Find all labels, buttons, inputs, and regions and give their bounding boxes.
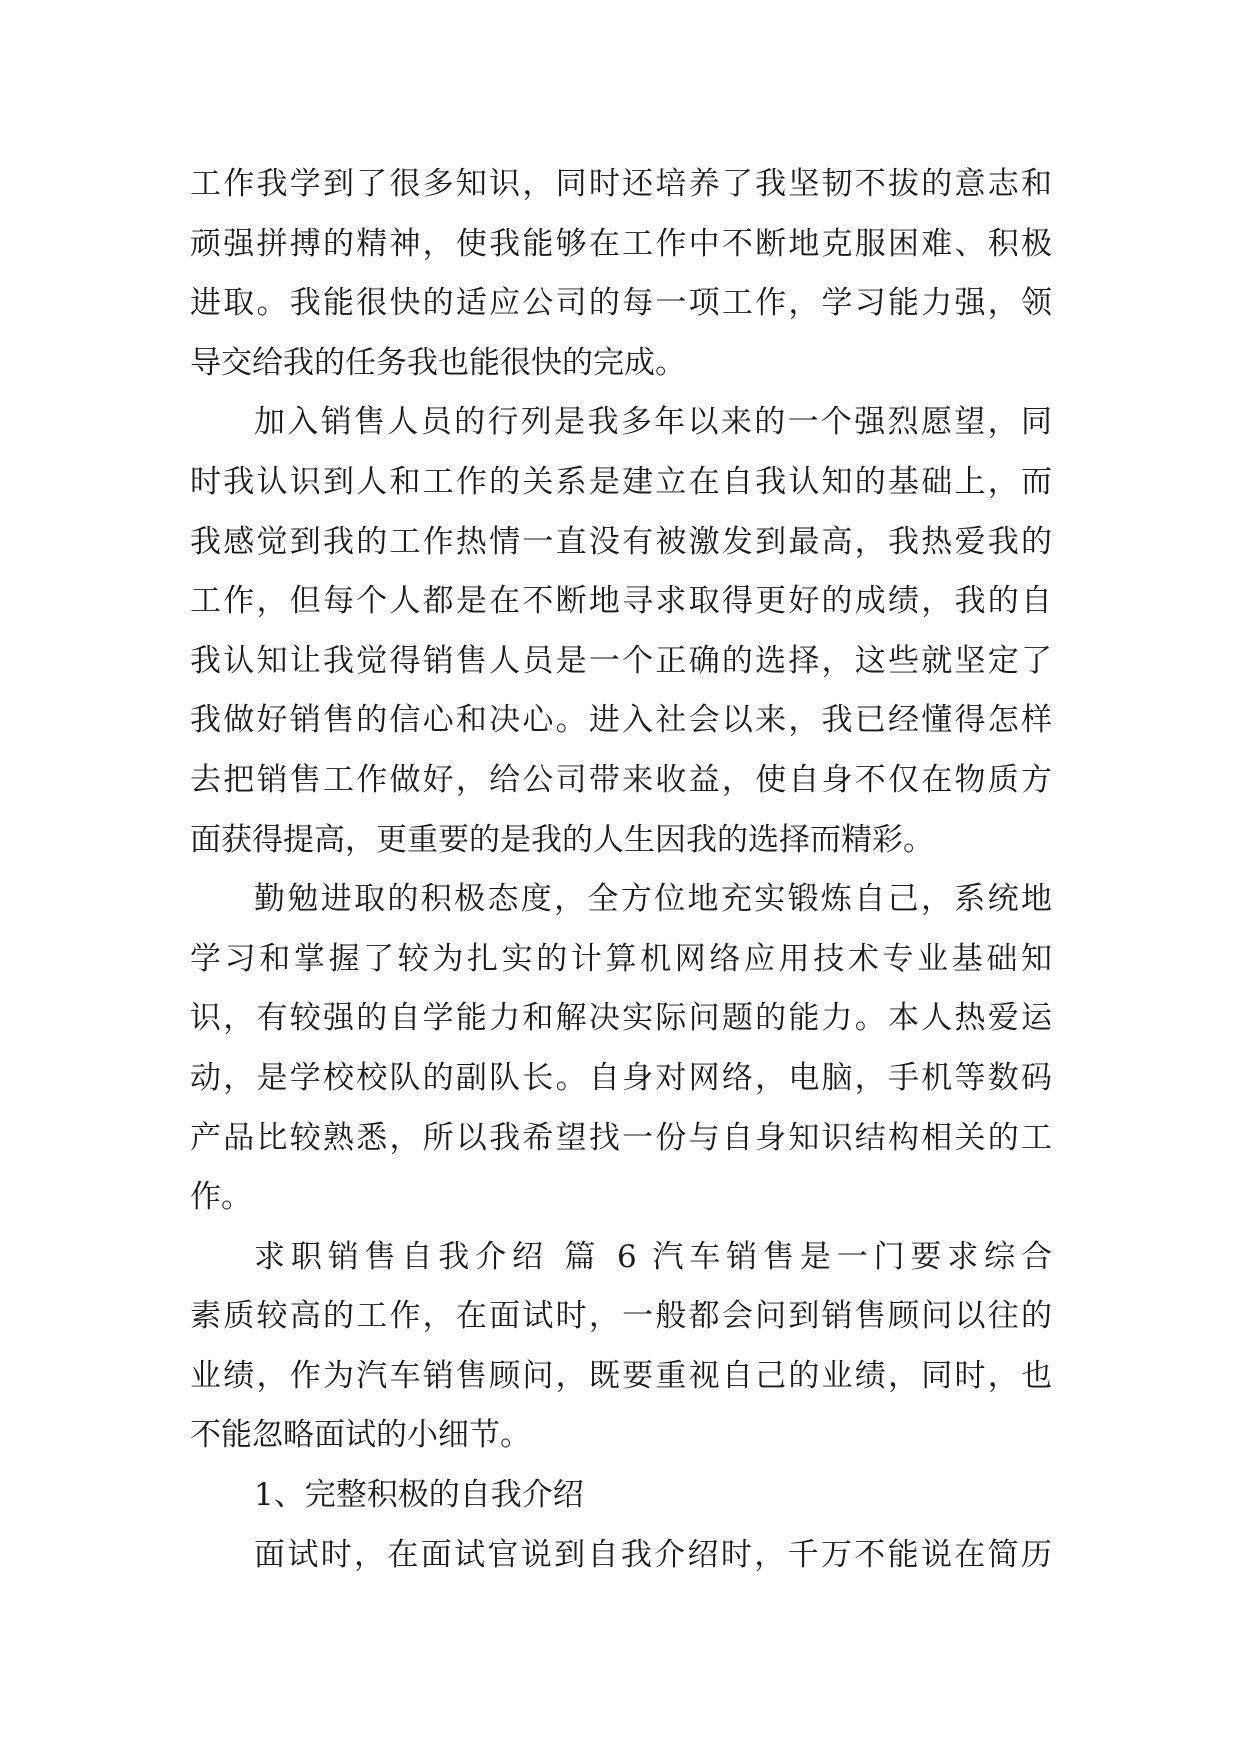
text-line: 面试时，在面试官说到自我介绍时，千万不能说在简历 <box>254 1536 1052 1573</box>
text-line: 工作，但每个人都是在不断地寻求取得更好的成绩，我的自 <box>190 583 1052 620</box>
text-line: 导交给我的任务我也能很快的完成。 <box>190 344 686 381</box>
text-line: 素质较高的工作，在面试时，一般都会问到销售顾问以往的 <box>190 1298 1052 1335</box>
text-line: 产品比较熟悉，所以我希望找一份与自身知识结构相关的工 <box>190 1119 1052 1156</box>
text-line: 我做好销售的信心和决心。进入社会以来，我已经懂得怎样 <box>190 702 1052 739</box>
text-line: 顽强拼搏的精神，使我能够在工作中不断地克服困难、积极 <box>190 225 1052 262</box>
text-line: 去把销售工作做好，给公司带来收益，使自身不仅在物质方 <box>190 761 1052 798</box>
text-line: 进取。我能很快的适应公司的每一项工作，学习能力强，领 <box>190 285 1052 322</box>
text-line: 学习和掌握了较为扎实的计算机网络应用技术专业基础知 <box>190 940 1052 977</box>
text-line: 识，有较强的自学能力和解决实际问题的能力。本人热爱运 <box>190 1000 1052 1037</box>
text-line: 作。 <box>190 1179 252 1216</box>
text-line: 动，是学校校队的副队长。自身对网络，电脑，手机等数码 <box>190 1059 1052 1096</box>
text-line: 加入销售人员的行列是我多年以来的一个强烈愿望，同 <box>254 404 1052 441</box>
text-line: 时我认识到人和工作的关系是建立在自我认知的基础上，而 <box>190 463 1052 500</box>
text-line: 勤勉进取的积极态度，全方位地充实锻炼自己，系统地 <box>254 881 1052 918</box>
text-line: 工作我学到了很多知识，同时还培养了我坚韧不拔的意志和 <box>190 166 1052 202</box>
text-line: 不能忽略面试的小细节。 <box>190 1417 531 1454</box>
text-line: 我感觉到我的工作热情一直没有被激发到最高，我热爱我的 <box>190 523 1052 560</box>
text-line: 业绩，作为汽车销售顾问，既要重视自己的业绩，同时，也 <box>190 1357 1052 1394</box>
text-line: 1、完整积极的自我介绍 <box>254 1477 584 1514</box>
document-body <box>190 155 1052 1585</box>
text-line: 面获得提高，更重要的是我的人生因我的选择而精彩。 <box>190 821 934 858</box>
text-line: 求职销售自我介绍 篇 6 汽车销售是一门要求综合 <box>254 1238 1052 1275</box>
text-line: 我认知让我觉得销售人员是一个正确的选择，这些就坚定了 <box>190 642 1052 679</box>
